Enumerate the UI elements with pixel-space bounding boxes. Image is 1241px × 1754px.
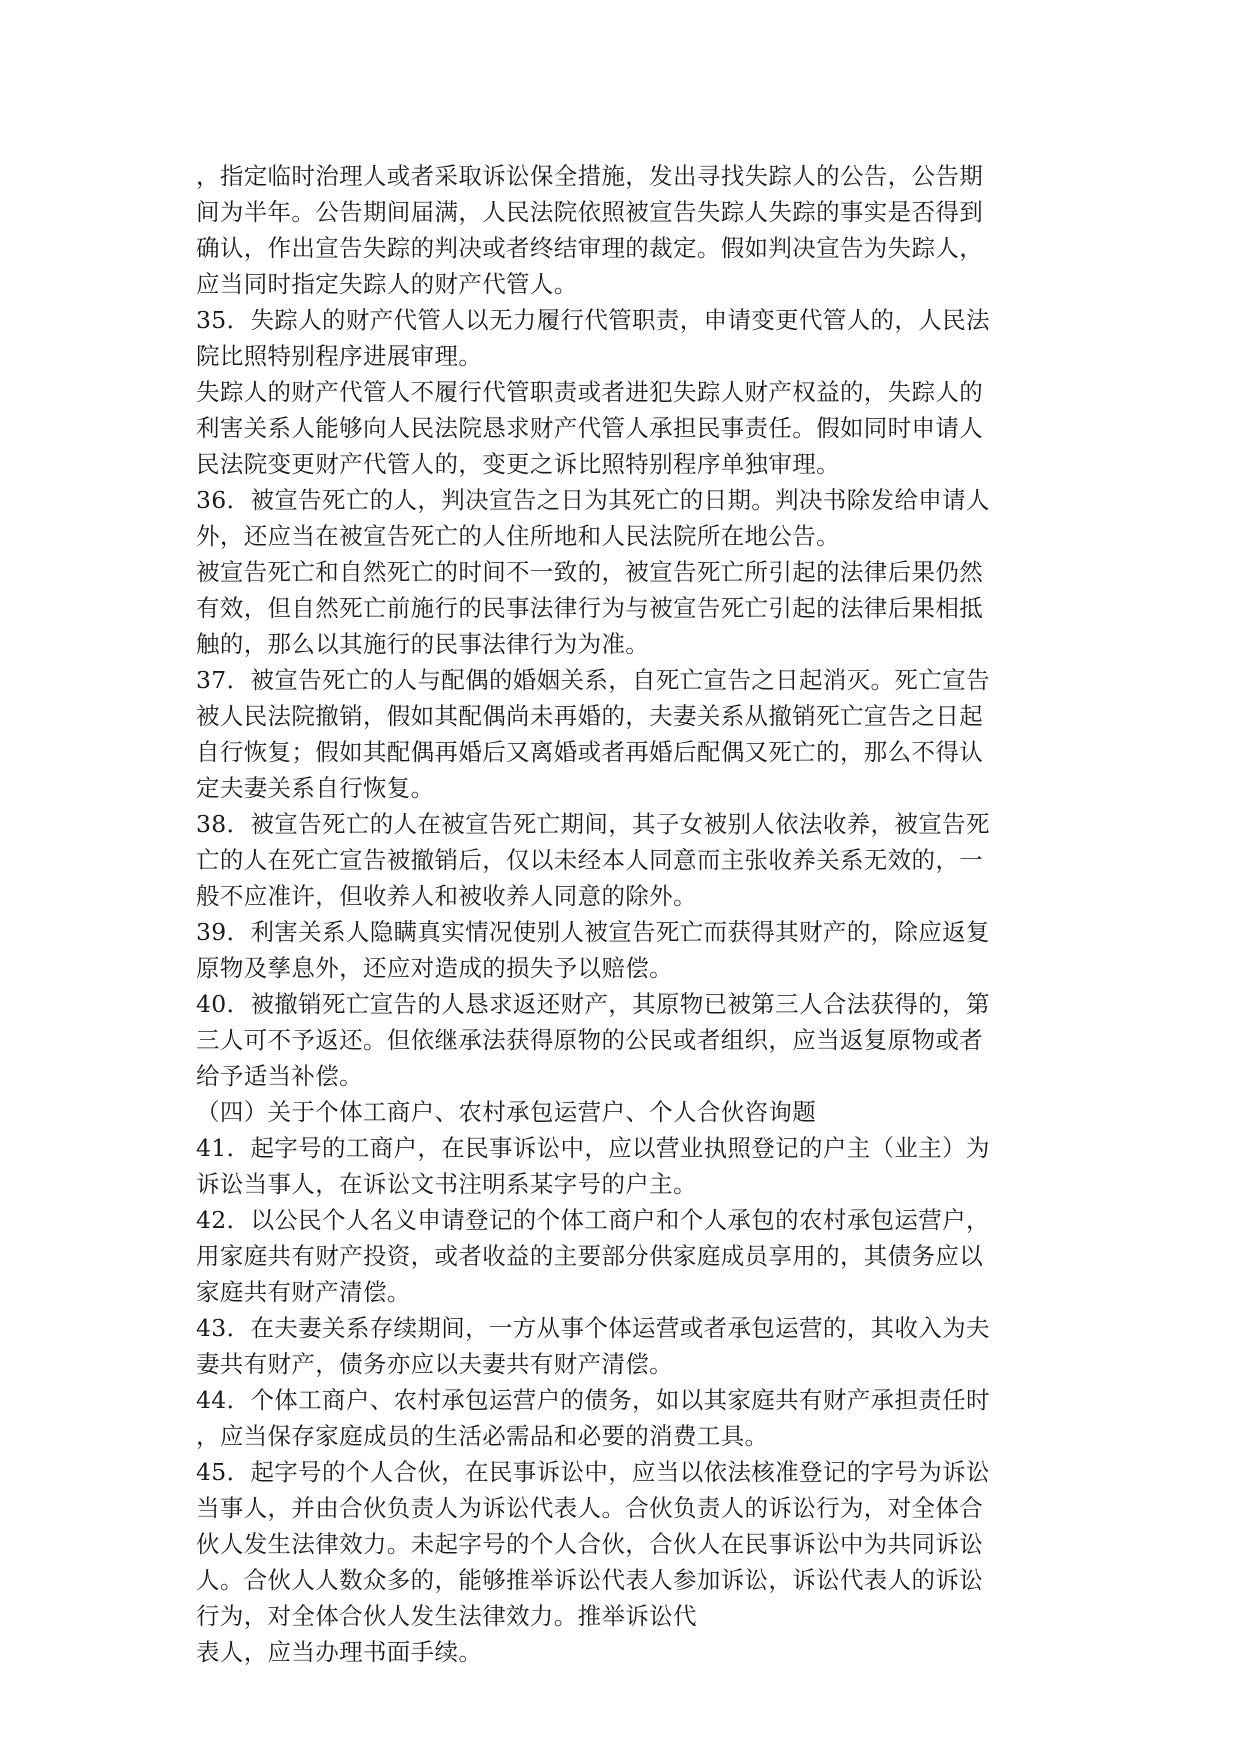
text-line: 被人民法院撤销，假如其配偶尚未再婚的，夫妻关系从撤销死亡宣告之日起 — [196, 702, 984, 730]
text-line: 行为，对全体合伙人发生法律效力。推举诉讼代 — [196, 1602, 697, 1630]
text-line: 般不应准许，但收养人和被收养人同意的除外。 — [196, 882, 697, 910]
text-line: 43．在夫妻关系存续期间，一方从事个体运营或者承包运营的，其收入为夫 — [196, 1314, 990, 1342]
text-line: 38．被宣告死亡的人在被宣告死亡期间，其子女被别人依法收养，被宣告死 — [196, 810, 990, 838]
text-line: 当事人，并由合伙负责人为诉讼代表人。合伙负责人的诉讼行为，对全体合 — [196, 1494, 984, 1522]
section-heading: （四）关于个体工商户、农村承包运营户、个人合伙咨询题 — [196, 1098, 817, 1126]
text-line: 确认，作出宣告失踪的判决或者终结审理的裁定。假如判决宣告为失踪人， — [196, 234, 984, 262]
text-line: 42．以公民个人名义申请登记的个体工商户和个人承包的农村承包运营户， — [196, 1206, 990, 1234]
text-line: 40．被撤销死亡宣告的人恳求返还财产，其原物已被第三人合法获得的，第 — [196, 990, 990, 1018]
text-line: 表人，应当办理书面手续。 — [196, 1638, 483, 1666]
text-line: ，指定临时治理人或者采取诉讼保全措施，发出寻找失踪人的公告，公告期 — [196, 162, 984, 190]
text-line: 三人可不予返还。但依继承法获得原物的公民或者组织，应当返复原物或者 — [196, 1026, 984, 1054]
text-line: 人。合伙人人数众多的，能够推举诉讼代表人参加诉讼，诉讼代表人的诉讼 — [196, 1566, 984, 1594]
text-line: 妻共有财产，债务亦应以夫妻共有财产清偿。 — [196, 1350, 673, 1378]
text-line: 45．起字号的个人合伙，在民事诉讼中，应当以依法核准登记的字号为诉讼 — [196, 1458, 990, 1486]
text-line: 41．起字号的工商户，在民事诉讼中，应以营业执照登记的户主（业主）为 — [196, 1134, 990, 1162]
text-line: 37．被宣告死亡的人与配偶的婚姻关系，自死亡宣告之日起消灭。死亡宣告 — [196, 666, 990, 694]
text-line: 被宣告死亡和自然死亡的时间不一致的，被宣告死亡所引起的法律后果仍然 — [196, 558, 984, 586]
text-line: 触的，那么以其施行的民事法律行为为准。 — [196, 630, 650, 658]
text-line: 36．被宣告死亡的人，判决宣告之日为其死亡的日期。判决书除发给申请人 — [196, 486, 990, 514]
text-line: 定夫妻关系自行恢复。 — [196, 774, 435, 802]
text-line: 应当同时指定失踪人的财产代管人。 — [196, 270, 578, 298]
text-line: 有效，但自然死亡前施行的民事法律行为与被宣告死亡引起的法律后果相抵 — [196, 594, 984, 622]
text-line: 民法院变更财产代管人的，变更之诉比照特别程序单独审理。 — [196, 450, 840, 478]
text-line: 院比照特别程序进展审理。 — [196, 342, 483, 370]
text-line: 间为半年。公告期间届满，人民法院依照被宣告失踪人失踪的事实是否得到 — [196, 198, 984, 226]
text-line: 诉讼当事人，在诉讼文书注明系某字号的户主。 — [196, 1170, 697, 1198]
text-line: 家庭共有财产清偿。 — [196, 1278, 411, 1306]
text-line: 用家庭共有财产投资，或者收益的主要部分供家庭成员享用的，其债务应以 — [196, 1242, 984, 1270]
text-line: 利害关系人能够向人民法院恳求财产代管人承担民事责任。假如同时申请人 — [196, 414, 984, 442]
text-line: 失踪人的财产代管人不履行代管职责或者进犯失踪人财产权益的，失踪人的 — [196, 378, 984, 406]
text-line: 39．利害关系人隐瞒真实情况使别人被宣告死亡而获得其财产的，除应返复 — [196, 918, 990, 946]
text-line: 35．失踪人的财产代管人以无力履行代管职责，申请变更代管人的，人民法 — [196, 306, 990, 334]
text-line: 自行恢复；假如其配偶再婚后又离婚或者再婚后配偶又死亡的，那么不得认 — [196, 738, 984, 766]
text-line: 原物及孳息外，还应对造成的损失予以赔偿。 — [196, 954, 673, 982]
text-line: 亡的人在死亡宣告被撤销后，仅以未经本人同意而主张收养关系无效的，一 — [196, 846, 984, 874]
text-line: 给予适当补偿。 — [196, 1062, 363, 1090]
text-line: 外，还应当在被宣告死亡的人住所地和人民法院所在地公告。 — [196, 522, 840, 550]
text-line: 伙人发生法律效力。未起字号的个人合伙，合伙人在民事诉讼中为共同诉讼 — [196, 1530, 984, 1558]
text-line: ，应当保存家庭成员的生活必需品和必要的消费工具。 — [196, 1422, 769, 1450]
text-line: 44．个体工商户、农村承包运营户的债务，如以其家庭共有财产承担责任时 — [196, 1386, 990, 1414]
